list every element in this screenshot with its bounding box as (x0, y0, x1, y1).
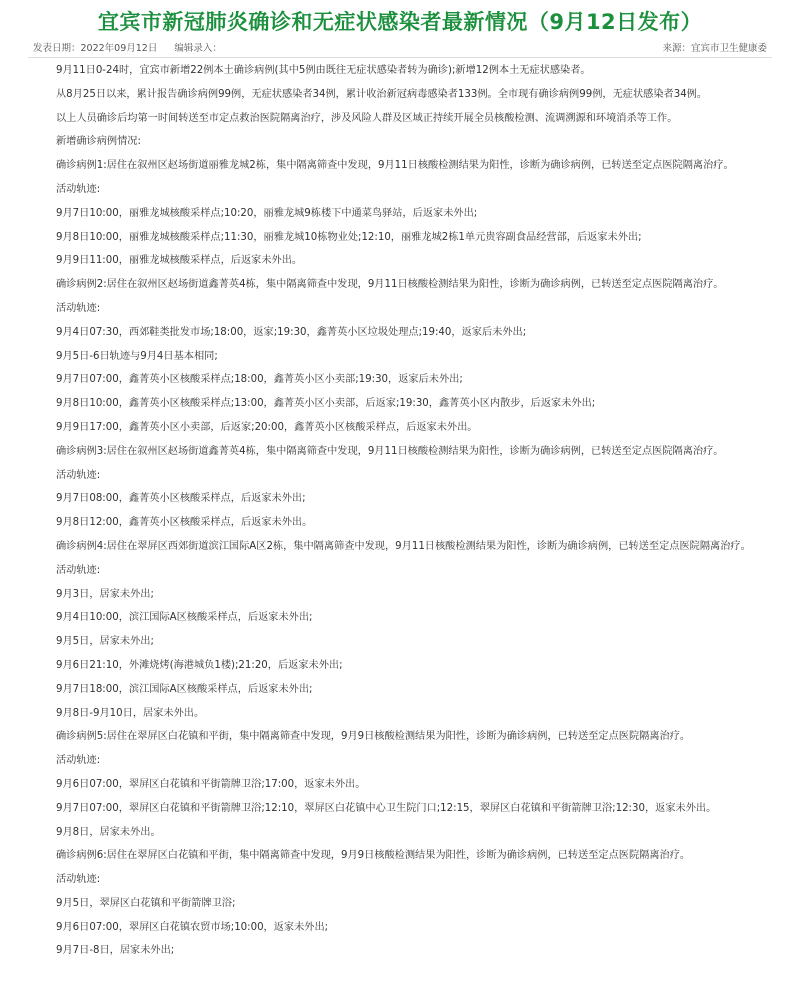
trajectory-item: 9月7日18:00，滨江国际A区核酸采样点，后返家未外出; (56, 683, 313, 695)
trajectory-item: 9月5日-6日轨迹与9月4日基本相同; (56, 350, 218, 362)
trajectory-item: 9月6日21:10，外滩烧烤(海港城负1楼);21:20，后返家未外出; (56, 659, 343, 671)
case-description: 确诊病例5:居住在翠屏区白花镇和平街，集中隔离筛查中发现，9月9日核酸检测结果为阳性，诊断为确诊病例，已转送至定点医院隔离治疗。 (56, 731, 691, 743)
source-label: 来源：宜宾市卫生健康委 (662, 43, 767, 54)
trajectory-item: 9月4日10:00，滨江国际A区核酸采样点，后返家未外出; (56, 612, 313, 624)
case-description: 确诊病例2:居住在叙州区赵场街道鑫菁英4栋，集中隔离筛查中发现，9月11日核酸检测结果为阳性，诊断为确诊病例，已转送至定点医院隔离治疗。 (56, 279, 724, 291)
trajectory-item: 9月6日07:00，翠屏区白花镇农贸市场;10:00，返家未外出; (56, 921, 329, 933)
paragraph: 9月11日0-24时，宜宾市新增22例本土确诊病例(其中5例由既往无症状感染者转为确诊);新增12例本土无症状感染者。 (56, 65, 591, 76)
paragraph: 从8月25日以来，累计报告确诊病例99例，无症状感染者34例，累计收治新冠病毒感染者133例。全市现有确诊病例99例，无症状感染者34例。 (56, 88, 708, 100)
paragraph: 以上人员确诊后均第一时间转送至市定点救治医院隔离治疗，涉及风险人群及区域正持续开展全员核酸检测、流调溯源和环境消杀等工作。 (56, 112, 678, 124)
trajectory-item: 9月8日10:00，鑫菁英小区核酸采样点;13:00，鑫菁英小区小卖部，后返家;19:30，鑫菁英小区内散步，后返家未外出; (56, 398, 596, 410)
publish-date: 发表日期：2022年09月12日 (33, 43, 158, 54)
trajectory-item: 9月4日07:30，西郊鞋类批发市场;18:00，返家;19:30，鑫菁英小区垃圾处理点;19:40，返家后未外出; (56, 326, 527, 338)
case-description: 确诊病例6:居住在翠屏区白花镇和平街，集中隔离筛查中发现，9月9日核酸检测结果为阳性，诊断为确诊病例，已转送至定点医院隔离治疗。 (56, 850, 691, 862)
trajectory-item: 9月5日，居家未外出; (56, 636, 154, 648)
trajectory-item: 9月8日10:00，丽雅龙城核酸采样点;11:30，丽雅龙城10栋物业处;12:10，丽雅龙城2栋1单元贵容副食品经营部，后返家未外出; (56, 231, 642, 243)
trajectory-item: 9月8日12:00，鑫菁英小区核酸采样点，后返家未外出。 (56, 517, 313, 529)
trajectory-item: 9月3日，居家未外出; (56, 588, 154, 600)
article-body (0, 59, 800, 963)
trajectory-heading: 活动轨迹: (56, 874, 101, 886)
trajectory-item: 9月5日，翠屏区白花镇和平街箭牌卫浴; (56, 897, 236, 909)
trajectory-item: 9月7日10:00，丽雅龙城核酸采样点;10:20，丽雅龙城9栋楼下中通菜鸟驿站，后返家未外出; (56, 207, 478, 219)
trajectory-heading: 活动轨迹: (56, 183, 101, 195)
trajectory-item: 9月8日-9月10日，居家未外出。 (56, 707, 205, 719)
trajectory-item: 9月9日11:00，丽雅龙城核酸采样点，后返家未外出。 (56, 255, 303, 267)
trajectory-item: 9月6日07:00，翠屏区白花镇和平街箭牌卫浴;17:00，返家未外出。 (56, 778, 366, 790)
page-title: 宜宾市新冠肺炎确诊和无症状感染者最新情况（9月12日发布） (97, 10, 703, 34)
trajectory-heading: 活动轨迹: (56, 564, 101, 576)
trajectory-heading: 活动轨迹: (56, 469, 101, 481)
section-heading: 新增确诊病例情况: (56, 136, 141, 148)
trajectory-item: 9月7日07:00，鑫菁英小区核酸采样点;18:00，鑫菁英小区小卖部;19:30，返家后未外出; (56, 374, 463, 386)
case-description: 确诊病例4:居住在翠屏区西郊街道滨江国际A区2栋，集中隔离筛查中发现，9月11日核酸检测结果为阳性，诊断为确诊病例，已转送至定点医院隔离治疗。 (56, 540, 751, 552)
trajectory-item: 9月8日，居家未外出。 (56, 826, 161, 838)
case-description: 确诊病例3:居住在叙州区赵场街道鑫菁英4栋，集中隔离筛查中发现，9月11日核酸检测结果为阳性，诊断为确诊病例，已转送至定点医院隔离治疗。 (56, 445, 724, 457)
header-divider (28, 57, 772, 58)
trajectory-item: 9月7日07:00，翠屏区白花镇和平街箭牌卫浴;12:10，翠屏区白花镇中心卫生院门口;12:15，翠屏区白花镇和平街箭牌卫浴;12:30，返家未外出。 (56, 802, 717, 814)
trajectory-item: 9月7日-8日，居家未外出; (56, 945, 175, 957)
case-description: 确诊病例1:居住在叙州区赵场街道丽雅龙城2栋，集中隔离筛查中发现，9月11日核酸检测结果为阳性，诊断为确诊病例，已转送至定点医院隔离治疗。 (56, 160, 734, 172)
trajectory-heading: 活动轨迹: (56, 302, 101, 314)
trajectory-item: 9月9日17:00，鑫菁英小区小卖部，后返家;20:00，鑫菁英小区核酸采样点，后返家未外出。 (56, 421, 478, 433)
trajectory-heading: 活动轨迹: (56, 755, 101, 767)
editor-label: 编辑录入： (174, 43, 222, 54)
article-meta (0, 40, 800, 56)
trajectory-item: 9月7日08:00，鑫菁英小区核酸采样点，后返家未外出; (56, 493, 306, 505)
